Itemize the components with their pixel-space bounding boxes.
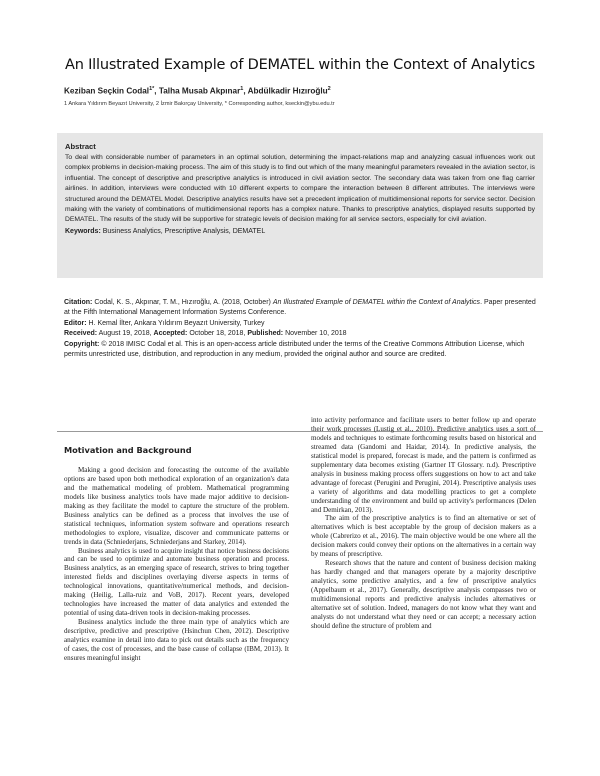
body-paragraph: Business analytics is used to acquire insight that notice business decisions and can be used to optimize and automate business operation and process. Business analytics, as an emerging space of research, strives to bring together interested fields and disciplines overlaying diverse aspects in terms of technological innovations, quantitative/numerical methods, and decision-making (Heilig, Lalla-ruiz and VoB, 2017). Recent years, developed technologies have increased the matter of data analytics and extended the potential of using data-driven tools in decision-making processes. xyxy=(64,546,289,618)
copyright-value: © 2018 IMISC Codal et al. This is an open-access article distributed under the terms of the Creative Commons Attribution License, which permits unrestricted use, distribution, and reproduction in any medium, provided the original author and source are credited. xyxy=(64,340,525,359)
accepted-value: October 18, 2018, xyxy=(189,330,246,338)
dates xyxy=(64,329,540,339)
citation xyxy=(64,298,540,319)
keywords-label: Keywords: xyxy=(65,227,101,235)
paper-title: An Illustrated Example of DEMATEL within the Context of Analytics xyxy=(64,57,536,73)
editor-value: H. Kemal İlter, Ankara Yıldırım Beyazıt University, Turkey xyxy=(88,319,265,327)
body-column-left xyxy=(64,446,289,663)
body-column-right xyxy=(311,416,536,631)
author-3: Abdülkadir Hızıroğlu xyxy=(247,86,328,96)
author-1: Keziban Seçkin Codal xyxy=(64,86,150,96)
received-label: Received: xyxy=(64,330,98,338)
editor xyxy=(64,319,540,329)
body-paragraph: Research shows that the nature and content of business decision making has hardly changed and that managers operate by a majority descriptive analytics, some predictive analytics, and a few of prescriptive analytics (Appelbaum et al., 2017). Generally, descriptive analysis compasses two or multidimensional reports and predictive analysis includes alternatives or alternative set of solution. Indeed, managers do not know what they want and analysts do not understand what they need or can accept; a necessary action should define the structure of problem and xyxy=(311,559,536,630)
received-value: August 19, 2018, xyxy=(98,330,152,338)
published-value: November 10, 2018 xyxy=(285,330,347,338)
citation-authors: Codal, K. S., Akpınar, T. M., Hızıroğlu, A. (2018, October) xyxy=(94,299,271,306)
body-paragraph: into activity performance and facilitate users to better follow up and operate their work processes (Lustig et al., 2010). Predictive analytics uses a sort of models and techniques to estimate forthcoming results based on historical and streamed data (Gandomi and Haidar, 2014). In predictive analysis, the statistical model is prepared, forecast is made, and the pattern is confirmed as supplementary data becomes existing (Gartner IT Glossary. n.d). Prescriptive analysis in business making process offers suggestions on how to act and take advantage of forecast (Perugini and Perugini, 2014). Prescriptive analysis uses a variety of algorithms and data modelling practices to get a complete understanding of the environment and build up activity's performances (Delen and Demirkan, 2013). xyxy=(311,416,536,514)
section-heading: Motivation and Background xyxy=(64,445,192,455)
abstract-box xyxy=(57,133,543,278)
author-3-sup: 2 xyxy=(327,86,331,92)
body-paragraph: The aim of the prescriptive analytics is to find an alternative or set of alternatives which is best acceptable by the group of decision makers as a whole (Cabrerizo et al., 2016). The main objective would be one where all the decision makers could convey their options on the alternatives in a certain way by means of prescriptive. xyxy=(311,514,536,559)
abstract-text: To deal with considerable number of parameters in an optimal solution, determining the impact-relations map and analyzing casual influences work out complex problems in decision-making process. The aim of this study is to find out which of the many meaningful parameters revealed in the aviation sector, is influential. The concept of descriptive and prescriptive analytics is introduced in civil aviation sector. The secondary data was taken from one flag carrier airlines. In addition, interviews were conducted with 10 different experts to compare the interaction between 8 different attributes. The interviews were structured around the DEMATEL Model. Descriptive analytics results have set a precedent implication of multidimensional reports for service sector. Decision making with the variety of combinations of multidimensional reports has a complex nature. Thanks to prescriptive analytics, displayed results supported by DEMATEL. The results of the study will be supportive for strategic levels of decision making for all service sectors, especially for civil aviation. xyxy=(65,154,535,224)
abstract-heading: Abstract xyxy=(65,142,96,151)
accepted-label: Accepted: xyxy=(153,330,188,338)
author-2: Talha Musab Akpınar xyxy=(158,86,241,96)
author-list: Keziban Seçkin Codal$^{1*}$, Talha Musab Akpınar$^1$, Abdülkadir Hızıroğlu$^2$ xyxy=(64,86,331,96)
body-paragraph: Business analytics include the three main type of analytics which are descriptive, predictive and prescriptive (Hsinchun Chen, 2012). Descriptive analytics examine in detail into data to pick out details such as the frequency of cases, the cost of processes, and the base cause of collapse (IBM, 2013). It ensures meaningful insight xyxy=(64,618,289,662)
editor-label: Editor: xyxy=(64,319,87,327)
published-label: Published: xyxy=(247,330,284,338)
citation-title: An Illustrated Example of DEMATEL within the Context of Analytics xyxy=(272,299,481,306)
affiliations: 1 Ankara Yıldırım Beyazıt University, 2 İzmir Bakırçay University, * Corresponding author, kseckin@ybu.edu.tr xyxy=(64,101,335,107)
body-paragraph: Making a good decision and forecasting the outcome of the available options are based upon both methodical exploration of an organization's data and the mathematical modeling of problem. Mathematical programming models like business analytics tools have made major additive to decision-making as they facilitate the model to capture the structure of the problem. Business analytics can be defined as a process that involves the use of statistical techniques, information system software and operations research methodologies to explore, visualize, discover and communicate patterns or trends in data (Schniederjans, Schniederjans and Starkey, 2014). xyxy=(64,465,289,546)
citation-rest: . Paper presented at the Fifth International Management Information Systems Conference. xyxy=(64,299,536,317)
copyright-label: Copyright: xyxy=(64,340,100,348)
keywords-value: Business Analytics, Prescriptive Analysis, DEMATEL xyxy=(102,227,266,235)
copyright xyxy=(64,340,540,361)
author-1-sup: 1* xyxy=(149,86,155,92)
article-meta xyxy=(64,298,540,360)
author-2-sup: 1 xyxy=(240,86,244,92)
citation-label: Citation: xyxy=(64,299,93,306)
keywords xyxy=(65,228,535,235)
